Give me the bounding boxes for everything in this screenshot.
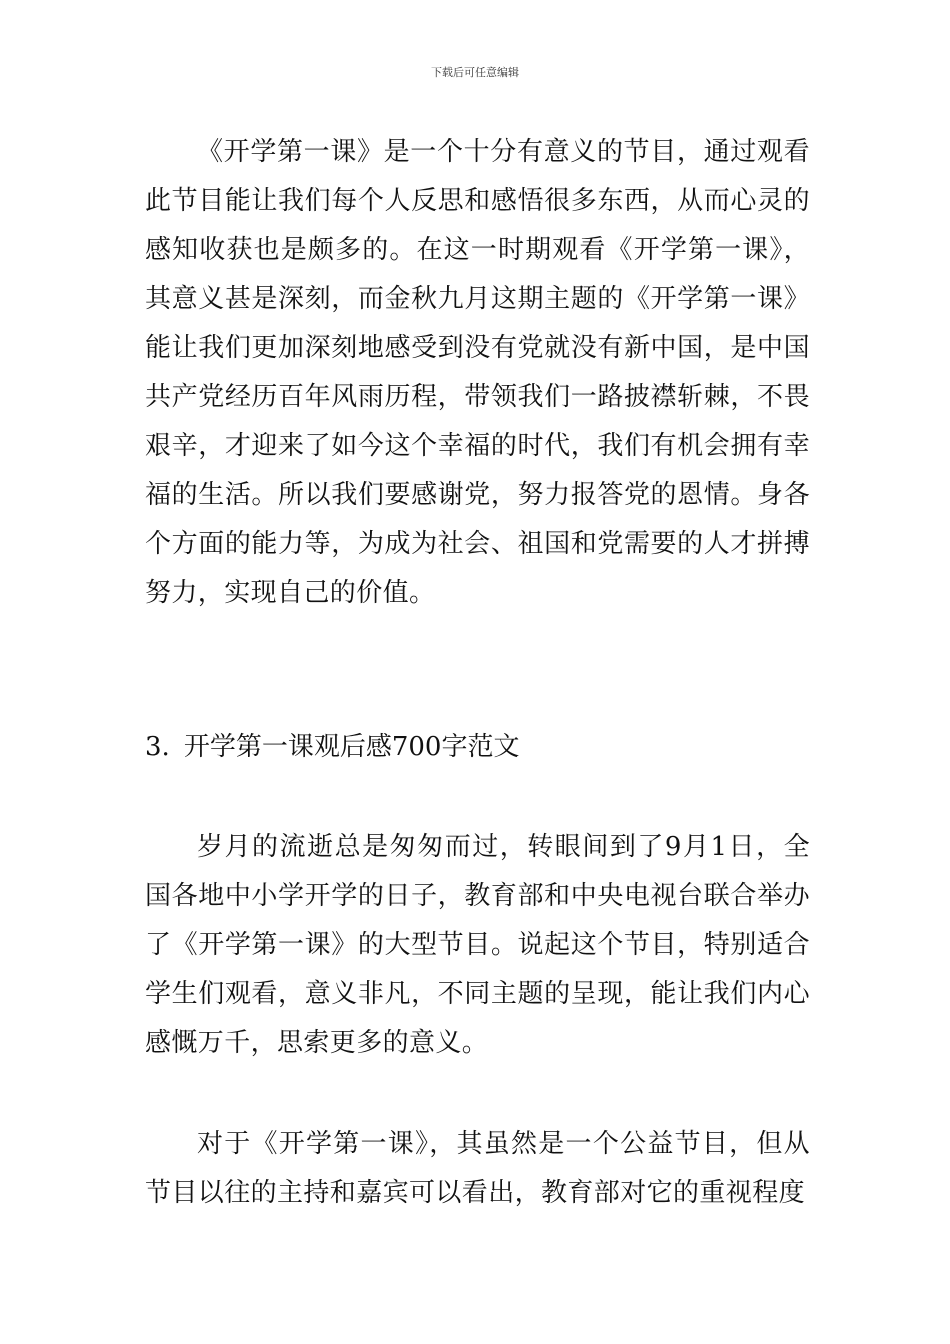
section-paragraph: 对于《开学第一课》，其虽然是一个公益节目，但从节目以往的主持和嘉宾可以看出，教育部对它的重视程度 (145, 1129, 810, 1208)
section-heading (145, 727, 519, 767)
body-paragraph: 《开学第一课》是一个十分有意义的节目，通过观看此节目能让我们每个人反思和感悟很多东西，从而心灵的感知收获也是颇多的。在这一时期观看《开学第一课》，其意义甚是深刻，而金秋九月这期主题的《开学第一课》能让我们更加深刻地感受到没有党就没有新中国，是中国共产党经历百年风雨历程，带领我们一路披襟斩棘，不畏艰辛，才迎来了如今这个幸福的时代，我们有机会拥有幸福的生活。所以我们要感谢党，努力报答党的恩情。身各个方面的能力等，为成为社会、祖国和党需要的人才拼搏努力，实现自己的价值。 (145, 137, 810, 608)
section-title: 开学第一课观后感700字范文 (183, 732, 520, 762)
page-header-note: 下载后可任意编辑 (431, 66, 519, 79)
section-paragraph: 岁月的流逝总是匆匆而过，转眼间到了9月1日，全国各地中小学开学的日子，教育部和中央电视台联合举办了《开学第一课》的大型节目。说起这个节目，特别适合学生们观看，意义非凡，不同主题的呈现，能让我们内心感慨万千，思索更多的意义。 (145, 832, 810, 1058)
section-number: 3. (145, 732, 170, 762)
